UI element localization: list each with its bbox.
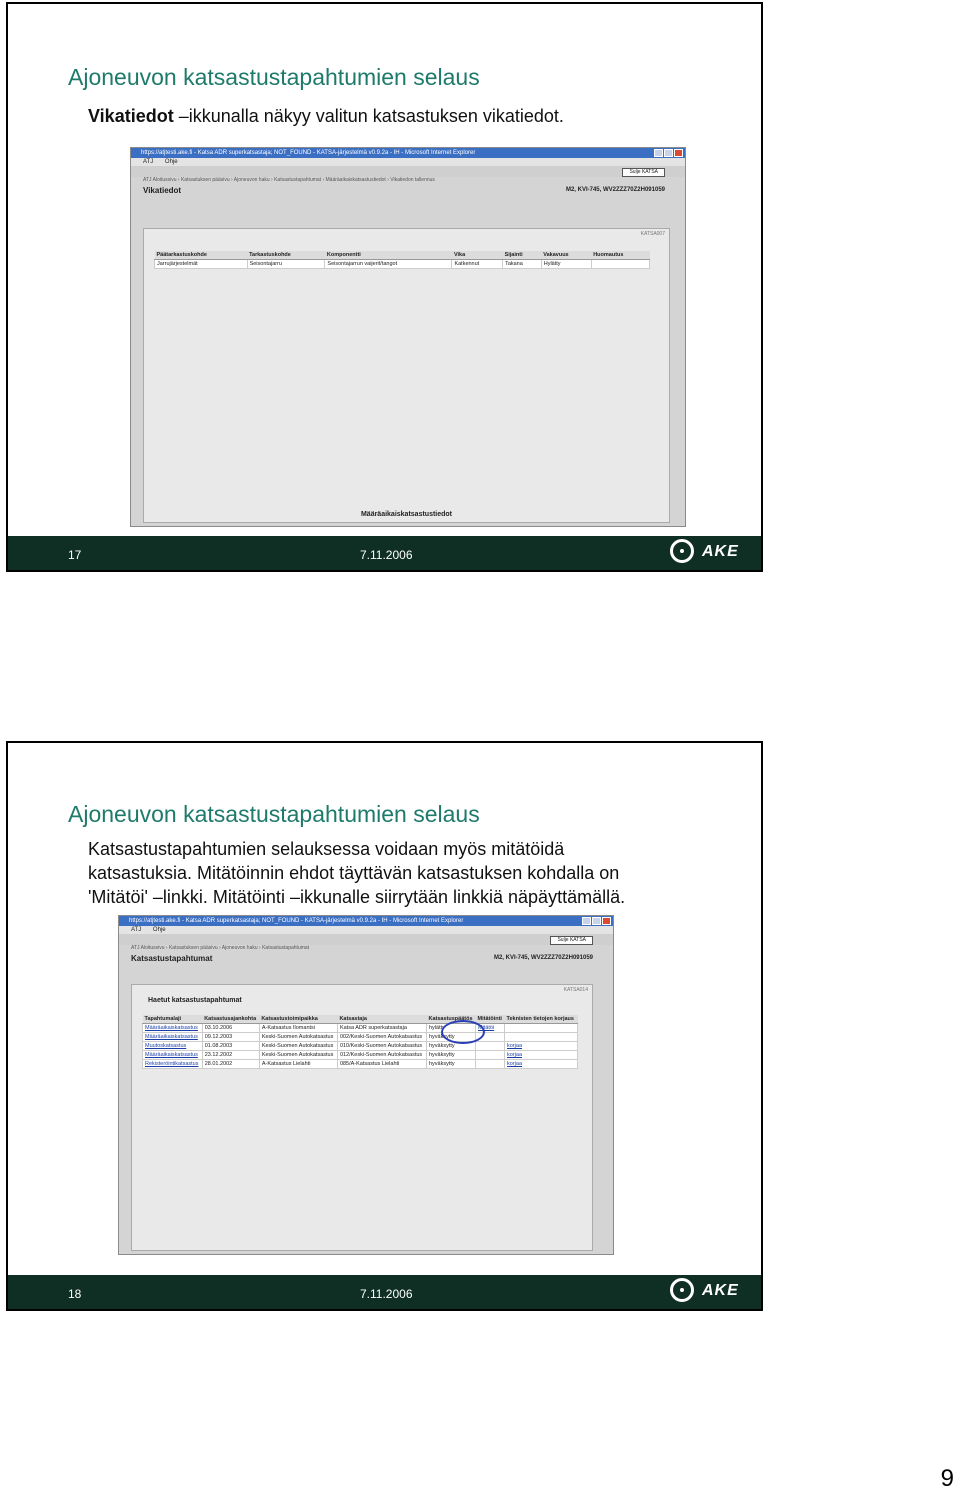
cell: Keski-Suomen Autokatsastus — [259, 1042, 337, 1051]
col-header: Tapahtumalaji — [143, 1015, 203, 1024]
cell: hylätty — [426, 1024, 475, 1033]
event-type-link[interactable]: Rekisteröintikatsastus — [143, 1060, 203, 1069]
close-window-icon[interactable] — [674, 149, 683, 157]
browser-title: https://atjtesti.ake.fi - Katsa ADR superkatsastaja; NOT_FOUND - KATSA-järjestelmä v0.9.2a - IH - Microsoft Internet Explorer — [141, 150, 476, 156]
description-line: katsastuksia. Mitätöinnin ehdot täyttävän katsastuksen kohdalla on — [88, 863, 620, 883]
korjaa-link[interactable]: korjaa — [505, 1051, 578, 1060]
cell: 23.12.2002 — [202, 1051, 259, 1060]
slide-footer — [8, 536, 761, 570]
col-header: Mitätöinti — [476, 1015, 505, 1024]
browser-title-bar — [131, 148, 685, 158]
cell: Keski-Suomen Autokatsastus — [259, 1033, 337, 1042]
inspection-data-label[interactable]: Määräaikaiskatsastustiedot — [360, 511, 453, 518]
events-panel — [131, 984, 593, 1251]
table-row — [143, 1051, 578, 1060]
ake-logo — [670, 538, 752, 568]
minimize-icon[interactable] — [654, 149, 663, 157]
table-row — [143, 1033, 578, 1042]
katsastustapahtumat-screenshot — [118, 915, 614, 1255]
col-header: Katsastaja — [337, 1015, 426, 1024]
korjaa-link[interactable]: korjaa — [505, 1060, 578, 1069]
col-header: Päätarkastuskohde — [155, 251, 248, 260]
slide-number: 17 — [68, 548, 82, 562]
menu-item-ohje[interactable]: Ohje — [152, 927, 166, 933]
slide-date: 7.11.2006 — [360, 548, 413, 562]
slide-description — [88, 104, 564, 128]
col-header: Sijainti — [503, 251, 542, 260]
breadcrumb[interactable]: ATJ Aloitussivu › Katsastuksen pääsivu › Ajoneuvon haku › Katsastustapahtumat — [131, 945, 310, 951]
event-type-link[interactable]: Määräaikaiskatsastus — [143, 1051, 203, 1060]
toolbar — [119, 934, 613, 945]
mitatoi-link[interactable]: Mitätöi — [476, 1024, 505, 1033]
cell: Keski-Suomen Autokatsastus — [259, 1051, 337, 1060]
cell: 012/Keski-Suomen Autokatsastus — [337, 1051, 426, 1060]
menu-item-atj[interactable]: ATJ — [131, 927, 142, 933]
cell — [476, 1060, 505, 1069]
table-row — [143, 1024, 578, 1033]
cell: Katkennut — [452, 260, 503, 269]
ake-logo-icon — [670, 1278, 694, 1302]
maximize-icon[interactable] — [592, 917, 601, 925]
slide-number: 18 — [68, 1287, 82, 1301]
fault-panel — [143, 228, 670, 523]
table-row[interactable] — [155, 260, 650, 269]
cell: 28.01.2002 — [202, 1060, 259, 1069]
minimize-icon[interactable] — [582, 917, 591, 925]
slide-title: Ajoneuvon katsastustapahtumien selaus — [68, 801, 480, 827]
col-header: Katsastustoimipaikka — [259, 1015, 337, 1024]
screen-code: KATSA007 — [640, 231, 665, 237]
slide-18 — [6, 741, 763, 1311]
screen-code: KATSA014 — [563, 987, 588, 993]
col-header: Komponentti — [325, 251, 452, 260]
page-number: 9 — [940, 1465, 954, 1492]
col-header: Tarkastuskohde — [247, 251, 325, 260]
vehicle-info: M2, KVI-745, WV2ZZZ70Z2H091059 — [565, 187, 665, 193]
event-type-link[interactable]: Määräaikaiskatsastus — [143, 1024, 203, 1033]
col-header: Vakavuus — [541, 251, 591, 260]
window-controls — [581, 917, 611, 926]
event-type-link[interactable]: Muutoskatsastus — [143, 1042, 203, 1051]
korjaa-link[interactable]: korjaa — [505, 1042, 578, 1051]
ake-logo-icon — [670, 539, 694, 563]
events-table — [142, 1015, 578, 1069]
cell: 002/Keski-Suomen Autokatsastus — [337, 1033, 426, 1042]
cell: A-Katsastus Ilomantsi — [259, 1024, 337, 1033]
description-line: Katsastustapahtumien selauksessa voidaan myös mitätöidä — [88, 839, 565, 859]
cell: Jarrujärjestelmät — [155, 260, 248, 269]
cell: hyväksytty — [426, 1060, 475, 1069]
page-title: Vikatiedot — [143, 186, 182, 195]
col-header: Vika — [452, 251, 503, 260]
cell: Seisontajarrun vaijerit/tangot — [325, 260, 452, 269]
cell: 09.12.2003 — [202, 1033, 259, 1042]
ake-logo-text: AKE — [702, 1282, 739, 1299]
table-row — [143, 1042, 578, 1051]
description-rest: –ikkunalla näkyy valitun katsastuksen vikatiedot. — [173, 106, 564, 126]
app-menu — [131, 158, 685, 166]
col-header: Huomautus — [591, 251, 649, 260]
cell: hyväksytty — [426, 1042, 475, 1051]
cell: Hylätty — [541, 260, 591, 269]
cell — [591, 260, 649, 269]
col-header: Teknisten tietojen korjaus — [505, 1015, 578, 1024]
window-controls — [653, 149, 683, 158]
page-header — [119, 952, 613, 966]
col-header: Katsastusajankohta — [202, 1015, 259, 1024]
browser-title-bar — [119, 916, 613, 926]
menu-item-ohje[interactable]: Ohje — [164, 159, 178, 165]
col-header: Katsastuspäätös — [426, 1015, 475, 1024]
cell: Takana — [503, 260, 542, 269]
toolbar — [131, 166, 685, 177]
table-header-row — [143, 1015, 578, 1024]
cell — [505, 1024, 578, 1033]
vehicle-info: M2, KVI-745, WV2ZZZ70Z2H091059 — [493, 955, 593, 961]
table-header-row — [155, 251, 650, 260]
table-row — [143, 1060, 578, 1069]
cell: hyväksytty — [426, 1033, 475, 1042]
cell: A-Katsastus Lielahti — [259, 1060, 337, 1069]
cell: hyväksytty — [426, 1051, 475, 1060]
cell — [476, 1051, 505, 1060]
ake-logo-text: AKE — [702, 543, 739, 560]
mitatoi-highlight-circle — [441, 1020, 485, 1044]
slide-description — [88, 837, 625, 909]
app-menu — [119, 926, 613, 934]
event-type-link[interactable]: Määräaikaiskatsastus — [143, 1033, 203, 1042]
cell: 03.10.2006 — [202, 1024, 259, 1033]
cell: Katsa ADR superkatsastaja — [337, 1024, 426, 1033]
cell: 01.08.2003 — [202, 1042, 259, 1051]
cell: 010/Keski-Suomen Autokatsastus — [337, 1042, 426, 1051]
page-title: Katsastustapahtumat — [131, 954, 213, 963]
slide-footer — [8, 1275, 761, 1309]
slide-date: 7.11.2006 — [360, 1287, 413, 1301]
close-katsa-button[interactable]: Sulje KATSA — [622, 168, 665, 177]
cell: Seisontajarru — [247, 260, 325, 269]
description-line: 'Mitätöi' –linkki. Mitätöinti –ikkunalle siirrytään linkkiä näpäyttämällä. — [88, 887, 626, 907]
panel-title: Haetut katsastustapahtumat — [148, 997, 242, 1004]
browser-title: https://atjtesti.ake.fi - Katsa ADR superkatsastaja; NOT_FOUND - KATSA-järjestelmä v0.9.2a - IH - Microsoft Internet Explorer — [129, 918, 464, 924]
vikatiedot-term: Vikatiedot — [88, 106, 174, 126]
cell — [476, 1042, 505, 1051]
slide-title: Ajoneuvon katsastustapahtumien selaus — [68, 64, 480, 90]
vikatiedot-screenshot — [130, 147, 686, 527]
ake-logo — [670, 1277, 752, 1307]
maximize-icon[interactable] — [664, 149, 673, 157]
fault-table — [154, 251, 650, 269]
slide-17 — [6, 2, 763, 572]
page-header — [131, 184, 685, 198]
cell: 085/A-Katsastus Lielahti — [337, 1060, 426, 1069]
close-katsa-button[interactable]: Sulje KATSA — [550, 936, 593, 945]
menu-item-atj[interactable]: ATJ — [143, 159, 154, 165]
close-window-icon[interactable] — [602, 917, 611, 925]
breadcrumb[interactable]: ATJ Aloitussivu › Katsastuksen pääsivu › Ajoneuvon haku › Katsastustapahtumat › Määräaikaiskatsastustiedot › Vikatiedon tallennus — [143, 177, 435, 183]
cell — [505, 1033, 578, 1042]
